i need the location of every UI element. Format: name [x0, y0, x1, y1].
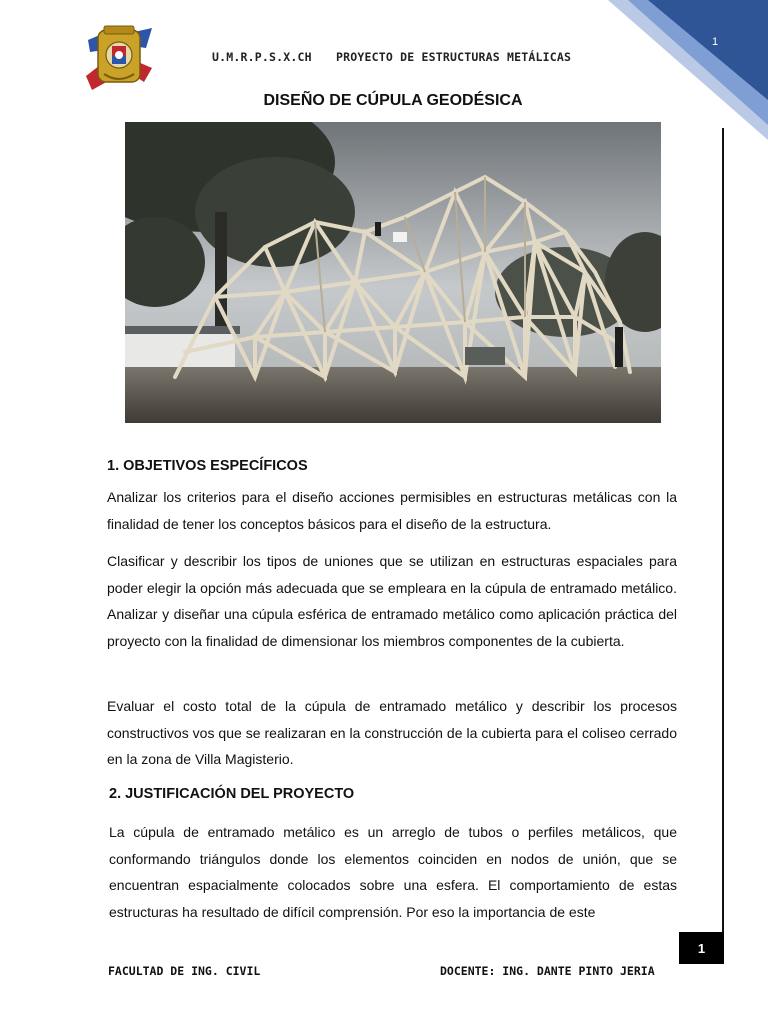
header-page-number: 1 — [711, 36, 719, 48]
university-crest-icon — [84, 22, 154, 92]
section-heading-objectives: 1. OBJETIVOS ESPECÍFICOS — [107, 458, 308, 474]
corner-decoration — [608, 0, 768, 140]
page-number-box: 1 — [679, 932, 724, 964]
document-title: DISEÑO DE CÚPULA GEODÉSICA — [263, 92, 523, 109]
footer-faculty: FACULTAD DE ING. CIVIL — [108, 964, 261, 978]
right-margin-rule — [722, 128, 724, 962]
paragraph: Evaluar el costo total de la cúpula de entramado metálico y describir los procesos constructivos vos que se realizaran en la construcción de la cubierta para el coliseo cerrado en la zona de Villa Magisterio. — [107, 698, 677, 767]
geodesic-dome-photo — [125, 122, 661, 423]
footer-teacher: DOCENTE: ING. DANTE PINTO JERIA — [440, 964, 655, 978]
paragraph: Clasificar y describir los tipos de uniones que se utilizan en estructuras espaciales para poder elegir la opción más adecuada que se empleara en la cúpula de entramado metálico. Analizar y diseñar una cúpula esférica de entramado metálico como aplicación práctica del proyecto con la finalidad de dimensionar los miembros componentes de la cubierta. — [107, 553, 677, 649]
section-heading-justification: 2. JUSTIFICACIÓN DEL PROYECTO — [109, 786, 355, 802]
paragraph: La cúpula de entramado metálico es un arreglo de tubos o perfiles metálicos, que conformando triángulos donde los elementos coinciden en nodos de unión, que se encuentran espacialmente colocados sobre una esfera. El comportamiento de estas estructuras ha resultado de difícil comprensión. Por eso la importancia de este — [109, 824, 677, 920]
header-institution: U.M.R.P.S.X.CH — [212, 50, 312, 64]
paragraph: Analizar los criterios para el diseño acciones permisibles en estructuras metálicas con la finalidad de tener los conceptos básicos para el diseño de la estructura. — [107, 489, 677, 532]
header-project: PROYECTO DE ESTRUCTURAS METÁLICAS — [336, 50, 572, 64]
